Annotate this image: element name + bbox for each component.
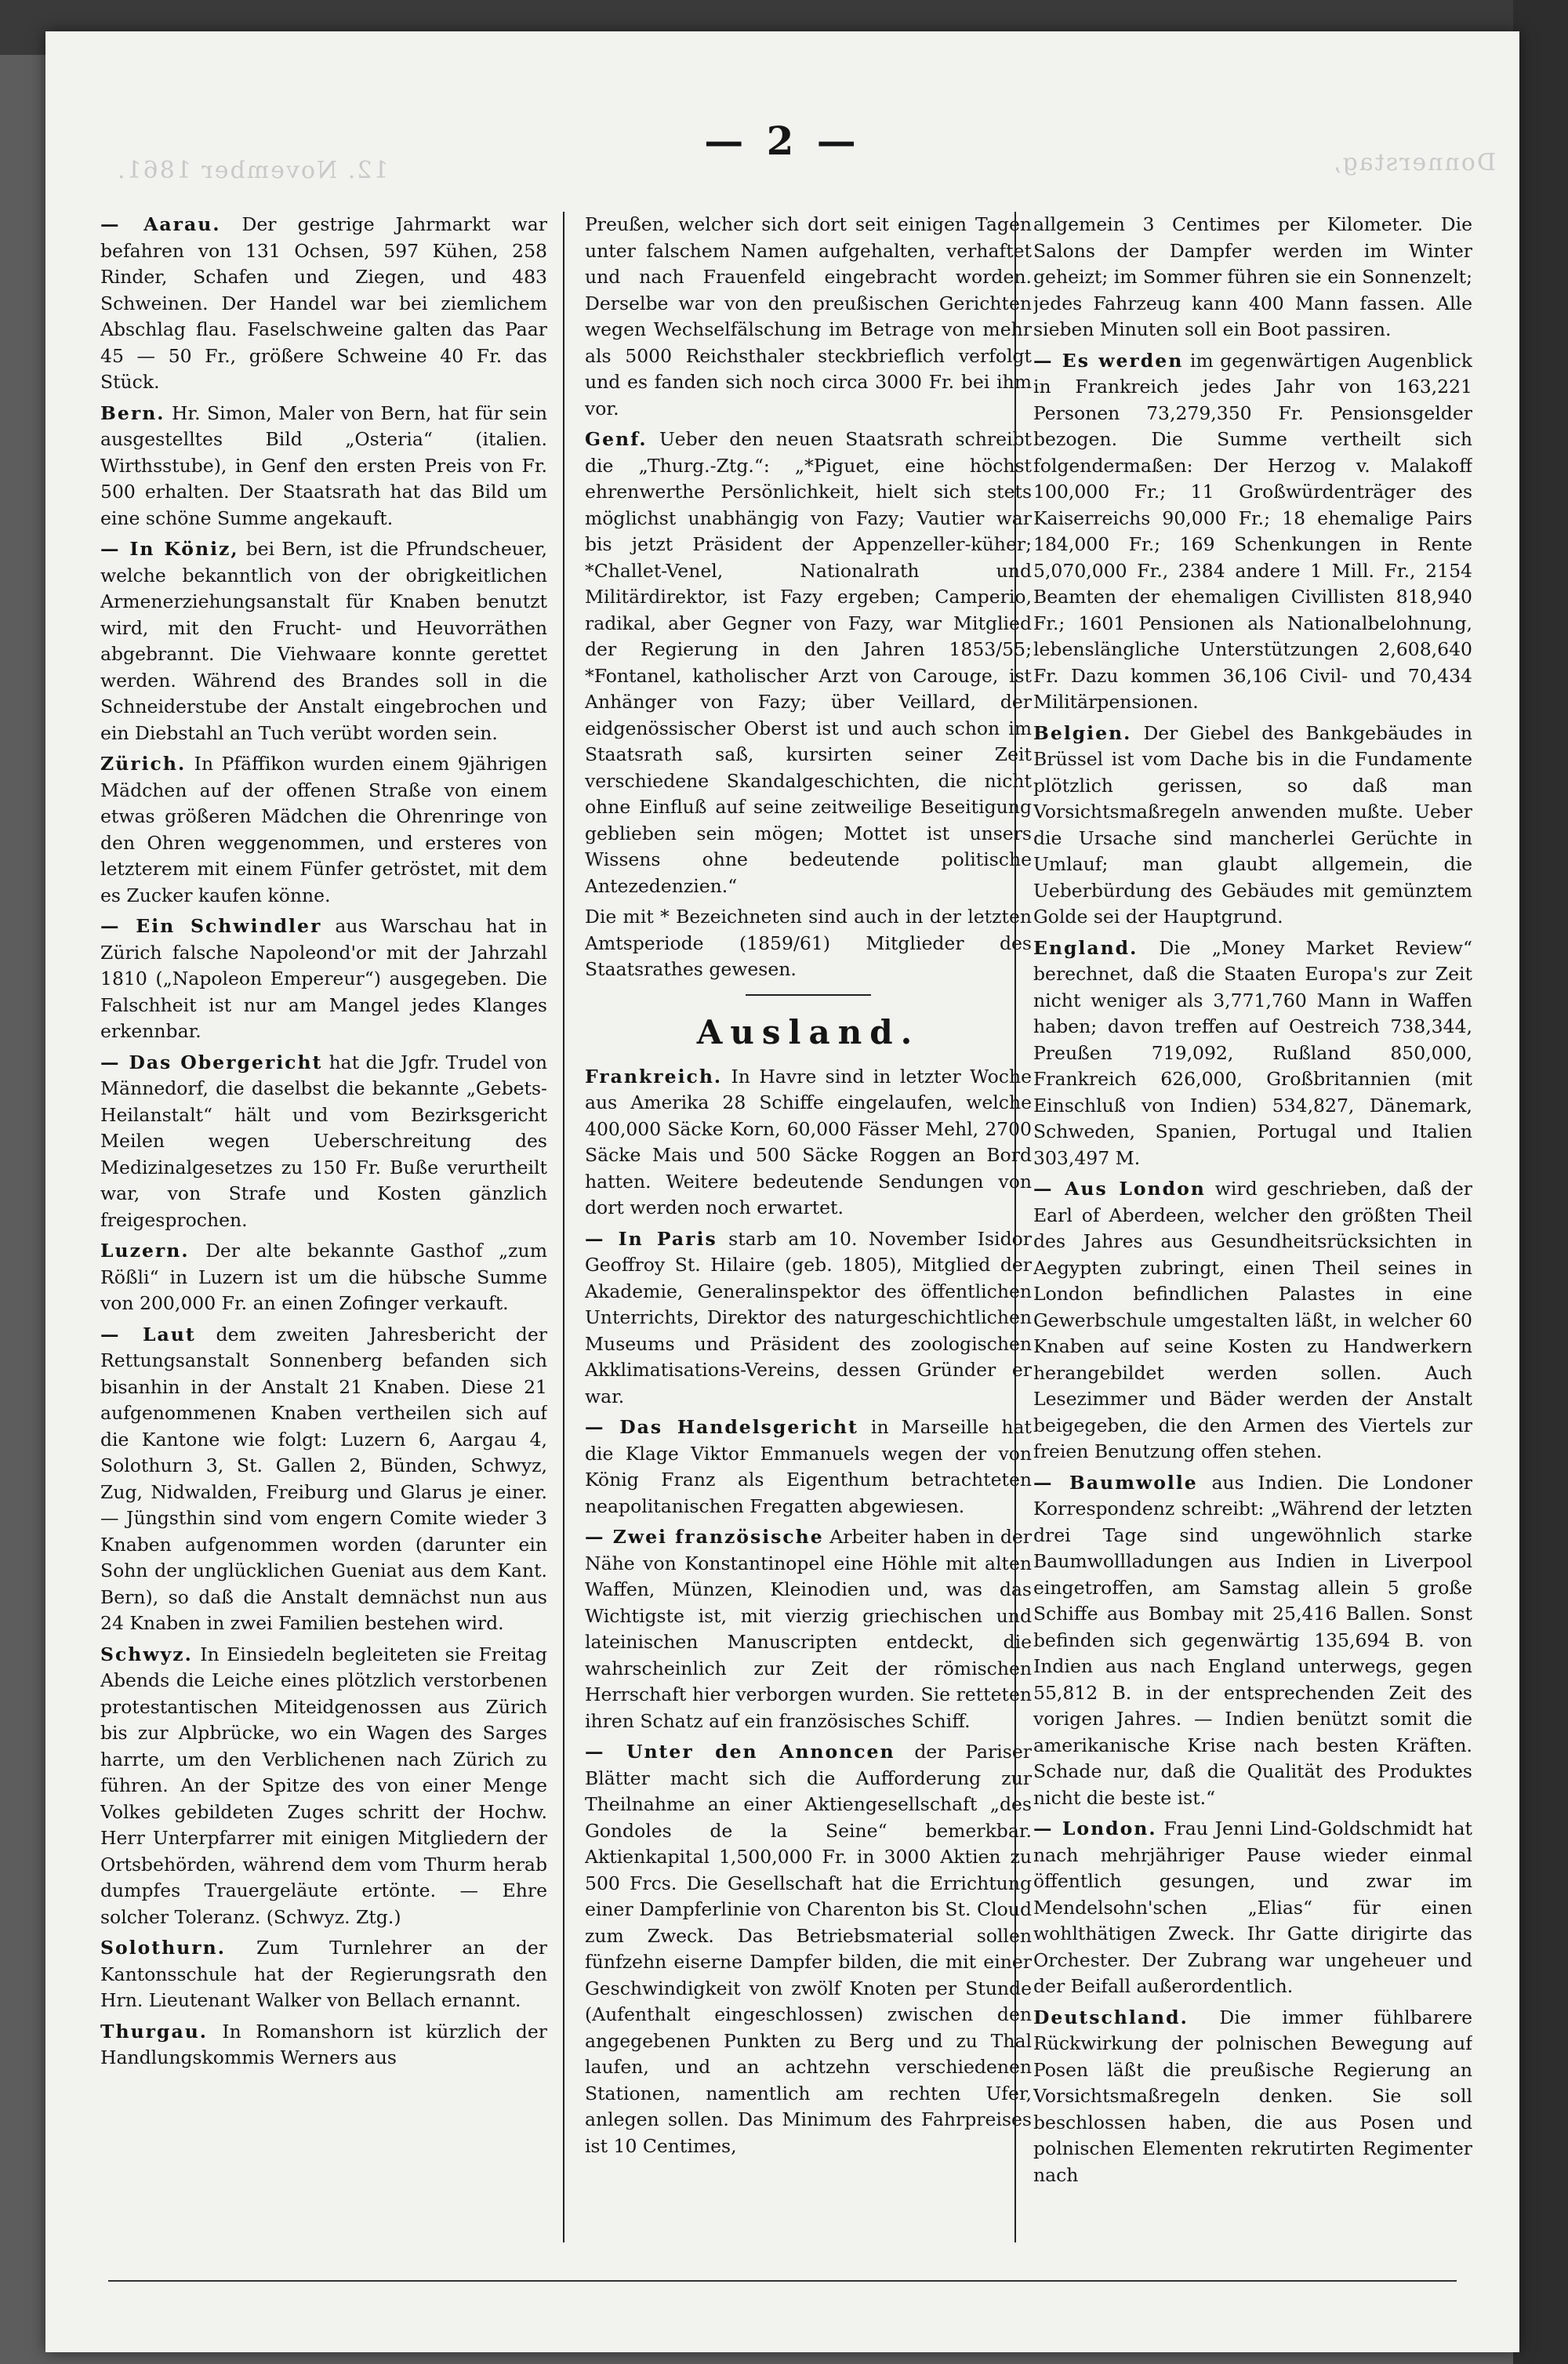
article-lead: Genf.	[585, 428, 648, 450]
article-text: dem zweiten Jahresbericht der Rettungsanstalt Sonnenberg befanden sich bisanhin in der Anstalt 21 Knaben. Diese 21 aufgenommenen Knaben vertheilen sich auf die Kantone wie folgt: Luzern 6, Aargau 4, Solothurn 3, St. Gallen 2, Bünden, Schwyz, Zug, Nidwalden, Freiburg und Glarus je einer. — Jüngsthin sind vom engern Comite wieder 3 Knaben aufgenommen worden (darunter ein Sohn der unglücklichen Gueniat aus dem Kant. Bern), so daß die Anstalt demnächst nun aus 24 Knaben in zwei Familien bestehen wird.	[100, 1323, 547, 1634]
article-paragraph	[585, 1226, 1032, 1411]
article-paragraph	[100, 2019, 547, 2072]
article-text: In Havre sind in letzter Woche aus Amerika 28 Schiffe eingelaufen, welche 400,000 Säcke Korn, 60,000 Fässer Mehl, 2700 Säcke Mais und 500 Säcke Roggen an Bord hatten. Weitere bedeutende Sendungen von dort werden noch erwartet.	[585, 1065, 1032, 1218]
article-lead: Luzern.	[100, 1240, 190, 1262]
article-lead: — Das Obergericht	[100, 1051, 323, 1073]
article-lead: — Zwei französische	[585, 1526, 824, 1548]
article-text: Die mit * Bezeichneten sind auch in der letzten Amtsperiode (1859/61) Mitglieder des Staatsrathes gewesen.	[585, 906, 1032, 980]
article-paragraph	[585, 1064, 1032, 1222]
article-paragraph	[585, 427, 1032, 899]
page-number: — 2 —	[704, 118, 861, 164]
article-text: starb am 10. November Isidor Geoffroy St. Hilaire (geb. 1805), Mitglied der Akademie, Generalinspektor des öffentlichen Unterrichts, Direktor des naturgeschichtlichen Museums und Präsident des zoologischen Akklimatisations-Vereins, dessen Gründer er war.	[585, 1227, 1032, 1407]
article-paragraph	[100, 536, 547, 746]
article-paragraph	[100, 1050, 547, 1234]
article-lead: Schwyz.	[100, 1643, 193, 1665]
article-lead: Solothurn.	[100, 1937, 226, 1959]
article-lead: Thurgau.	[100, 2020, 208, 2043]
article-paragraph	[1033, 1470, 1472, 1812]
article-paragraph	[100, 1238, 547, 1317]
page-bottom-rule	[108, 2280, 1457, 2282]
article-lead: — Das Handelsgericht	[585, 1416, 858, 1438]
bleed-through-text-left: 12. November 1861.	[116, 157, 389, 184]
article-lead: Frankreich.	[585, 1065, 723, 1088]
article-lead: Zürich.	[100, 753, 187, 775]
article-lead: — Unter den Annoncen	[585, 1741, 895, 1763]
article-paragraph	[1033, 1816, 1472, 2000]
column-2	[585, 212, 1032, 2242]
column-2-foreign	[585, 1064, 1032, 2160]
article-paragraph	[100, 913, 547, 1045]
article-paragraph	[585, 904, 1032, 983]
article-lead: — Aus London	[1033, 1178, 1206, 1200]
article-text: in Marseille hat die Klage Viktor Emmanuels wegen der von König Franz als Eigenthum betrachteten neapolitanischen Fregatten abgewiesen.	[585, 1416, 1032, 1517]
column-3	[1033, 212, 1472, 2242]
article-paragraph	[585, 1524, 1032, 1734]
article-lead: — Aarau.	[100, 213, 221, 235]
article-paragraph	[1033, 212, 1472, 343]
article-paragraph	[585, 1739, 1032, 2159]
article-text: Arbeiter haben in der Nähe von Konstantinopel eine Höhle mit alten Waffen, Münzen, Kleinodien und, was das Wichtigste ist, mit vierzig griechischen und lateinischen Manuscripten entdeckt, die wahrscheinlich zur Zeit der römischen Herrschaft hier verborgen wurden. Sie retteten ihren Schatz auf ein französisches Schiff.	[585, 1526, 1032, 1732]
article-text: allgemein 3 Centimes per Kilometer. Die Salons der Dampfer werden im Winter geheizt; im Sommer führen sie ein Sonnenzelt; jedes Fahrzeug kann 400 Mann fassen. Alle sieben Minuten soll ein Boot passiren.	[1033, 213, 1472, 340]
article-paragraph	[100, 212, 547, 396]
article-text: im gegenwärtigen Augenblick in Frankreich jedes Jahr von 163,221 Personen 73,279,350 Fr. Pensionsgelder bezogen. Die Summe vertheilt sich folgendermaßen: Der Herzog v. Malakoff 100,000 Fr.; 11 Großwürdenträger des Kaiserreichs 90,000 Fr.; 18 ehemalige Pairs 184,000 Fr.; 169 Schenkungen in Rente 5,070,000 Fr., 2384 andere 1 Mill. Fr., 2154 Beamten der ehemaligen Civillisten 818,940 Fr.; 1601 Pensionen als Nationalbelohnung, lebenslängliche Unterstützungen 2,608,640 Fr. Dazu kommen 36,106 Civil- und 70,434 Militärpensionen.	[1033, 349, 1472, 713]
section-divider	[746, 994, 871, 996]
article-paragraph	[1033, 1176, 1472, 1465]
column-1	[100, 212, 547, 2242]
article-paragraph	[585, 212, 1032, 422]
article-lead: — Ein Schwindler	[100, 915, 322, 937]
article-text: aus Indien. Die Londoner Korrespondenz schreibt: „Während der letzten drei Tage sind ungewöhnlich starke Baumwollladungen aus Indien in Liverpool eingetroffen, am Samstag allein 5 große Schiffe aus Bombay mit 25,416 Ballen. Sonst befinden sich gegenwärtig 135,694 B. von Indien aus nach England unterwegs, gegen 55,812 B. in der entsprechenden Zeit des vorigen Jahres. — Indien benützt somit die amerikanische Krise nach besten Kräften. Schade nur, daß die Qualität des Produktes nicht die beste ist.“	[1033, 1471, 1472, 1809]
article-paragraph	[585, 1414, 1032, 1520]
article-text: Preußen, welcher sich dort seit einigen Tagen unter falschem Namen aufgehalten, verhaftet und nach Frauenfeld eingebracht worden. Derselbe war von den preußischen Gerichten wegen Wechselfälschung im Betrage von mehr als 5000 Reichsthaler steckbrieflich verfolgt und es fanden sich noch circa 3000 Fr. bei ihm vor.	[585, 213, 1032, 419]
bleed-through-text-right: Donnerstag,	[1332, 149, 1496, 176]
article-paragraph	[100, 1322, 547, 1637]
article-lead: — Laut	[100, 1323, 196, 1345]
article-lead: Belgien.	[1033, 721, 1132, 744]
article-text: wird geschrieben, daß der Earl of Aberdeen, welcher den größten Theil des Jahres aus Gesundheitsrücksichten in Aegypten zubringt, einen Theil seines in London befindlichen Palastes in eine Gewerbschule umgestalten läßt, in welcher 60 Knaben auf seine Kosten zu Handwerkern herangebildet werden sollen. Auch Lesezimmer und Bäder werden der Anstalt beigegeben, die den Armen des Viertels zur freien Benutzung offen stehen.	[1033, 1178, 1472, 1462]
article-text: Der gestrige Jahrmarkt war befahren von 131 Ochsen, 597 Kühen, 258 Rinder, Schafen und Ziegen, und 483 Schweinen. Der Handel war bei ziemlichem Abschlag flau. Faselschweine galten das Paar 45 — 50 Fr., größere Schweine 40 Fr. das Stück.	[100, 213, 547, 393]
article-text: Der alte bekannte Gasthof „zum Rößli“ in Luzern ist um die hübsche Summe von 200,000 Fr. an einen Zofinger verkauft.	[100, 1240, 547, 1314]
article-paragraph	[100, 1642, 547, 1931]
article-paragraph	[100, 401, 547, 532]
article-paragraph	[1033, 2005, 1472, 2189]
article-text: Frau Jenni Lind-Goldschmidt hat nach mehrjähriger Pause wieder einmal öffentlich gesungen, und zwar im Mendelsohn'schen „Elias“ für einen wohlthätigen Zweck. Ihr Gatte dirigirte das Orchester. Der Zubrang war ungeheuer und der Beifall außerordentlich.	[1033, 1817, 1472, 1997]
article-lead: England.	[1033, 936, 1138, 959]
newspaper-page	[45, 31, 1519, 2352]
article-lead: — Es werden	[1033, 349, 1184, 372]
column-rule-1	[563, 212, 564, 2242]
column-2-domestic	[585, 212, 1032, 983]
article-text: der Pariser Blätter macht sich die Aufforderung zur Theilnahme an einer Aktiengesellschaft „des Gondoles de la Seine“ bemerkbar. Aktienkapital 1,500,000 Fr. in 3000 Aktien zu 500 Frcs. Die Gesellschaft hat die Errichtung einer Dampferlinie von Charenton bis St. Cloud zum Zweck. Das Betriebsmaterial sollen fünfzehn eiserne Dampfer bilden, die mit einer Geschwindigkeit von zwölf Knoten per Stunde (Aufenthalt eingeschlossen) zwischen den angegebenen Punkten zu Berg und zu Thal laufen, und an achtzehn verschiedenen Stationen, namentlich am rechten Ufer, anlegen sollen. Das Minimum des Fahrpreises ist 10 Centimes,	[585, 1741, 1032, 2157]
article-text: Die immer fühlbarere Rückwirkung der polnischen Bewegung auf Posen läßt die preußische Regierung an Vorsichtsmaßregeln denken. Sie soll beschlossen haben, die aus Posen und polnischen Elementen rekrutirten Regimenter nach	[1033, 2006, 1472, 2186]
article-text: Der Giebel des Bankgebäudes in Brüssel ist vom Dache bis in die Fundamente plötzlich gerissen, so daß man Vorsichtsmaßregeln anwenden mußte. Ueber die Ursache sind mancherlei Gerüchte in Umlauf; man glaubt allgemein, die Ueberbürdung des Gebäudes mit gemünztem Golde sei der Hauptgrund.	[1033, 721, 1472, 928]
article-text: Die „Money Market Review“ berechnet, daß die Staaten Europa's zur Zeit nicht weniger als 3,771,760 Mann in Waffen haben; davon treffen auf Oestreich 738,344, Preußen 719,092, Rußland 850,000, Frankreich 626,000, Großbritannien (mit Einschluß von Indien) 534,827, Dänemark, Schweden, Spanien, Portugal und Italien 303,497 M.	[1033, 936, 1472, 1169]
article-text: Hr. Simon, Maler von Bern, hat für sein ausgestelltes Bild „Osteria“ (italien. Wirthsstube), in Genf den ersten Preis von Fr. 500 erhalten. Der Staatsrath hat das Bild um eine schöne Summe angekauft.	[100, 401, 547, 529]
article-paragraph	[1033, 348, 1472, 716]
section-heading-ausland: Ausland.	[696, 1012, 920, 1051]
article-lead: — In Paris	[585, 1227, 717, 1250]
article-text: In Einsiedeln begleiteten sie Freitag Abends die Leiche eines plötzlich verstorbenen protestantischen Miteidgenossen aus Zürich bis zur Alpbrücke, wo ein Wagen des Sarges harrte, um den Verblichenen nach Zürich zu führen. An der Spitze des von einer Menge Volkes gebildeten Zuges schritt der Hochw. Herr Unterpfarrer mit einigen Mitgliedern der Ortsbehörden, während dem vom Thurm herab dumpfes Trauergeläute ertönte. — Ehre solcher Toleranz. (Schwyz. Ztg.)	[100, 1643, 547, 1928]
article-lead: — In Köniz,	[100, 538, 239, 560]
article-text: bei Bern, ist die Pfrundscheuer, welche bekanntlich von der obrigkeitlichen Armenerziehungsanstalt für Knaben benutzt wird, mit den Frucht- und Heuvorräthen abgebrannt. Die Viehwaare konnte gerettet werden. Während des Brandes soll in die Schneiderstube der Anstalt eingebrochen und ein Diebstahl an Tuch verübt worden sein.	[100, 538, 547, 744]
article-lead: Deutschland.	[1033, 2006, 1189, 2028]
scan-right-edge	[1513, 0, 1568, 2364]
article-text: hat die Jgfr. Trudel von Männedorf, die daselbst die bekannte „Gebets-Heilanstalt“ hält und vom Bezirksgericht Meilen wegen Ueberschreitung des Medizinalgesetzes zu 150 Fr. Buße verurtheilt war, von Strafe und Kosten gänzlich freigesprochen.	[100, 1051, 547, 1231]
article-text: In Pfäffikon wurden einem 9jährigen Mädchen auf der offenen Straße von einem etwas größeren Mädchen die Ohrenringe von den Ohren weggenommen, und ersteres von letzterem mit einem Fünfer getröstet, mit dem es Zucker kaufen könne.	[100, 753, 547, 906]
article-text: aus Warschau hat in Zürich falsche Napoleond'or mit der Jahrzahl 1810 („Napoleon Empereur“) ausgegeben. Die Falschheit ist nur am Mangel jedes Klanges erkennbar.	[100, 915, 547, 1042]
article-lead: — Baumwolle	[1033, 1471, 1198, 1494]
article-text: Ueber den neuen Staatsrath schreibt die „Thurg.-Ztg.“: „*Piguet, eine höchst ehrenwerthe Persönlichkeit, hielt sich stets möglichst unabhängig von Fazy; Vautier war bis jetzt Präsident der Appenzeller-küher; *Challet-Venel, Nationalrath und Militärdirektor, ist Fazy ergeben; Camperio, radikal, aber Gegner von Fazy, war Mitglied der Regierung in den Jahren 1853/55; *Fontanel, katholischer Arzt von Carouge, ist Anhänger von Fazy; über Veillard, der eidgenössischer Oberst ist und auch schon im Staatsrath saß, kursirten seiner Zeit verschiedene Skandalgeschichten, die nicht ohne Einfluß auf seine zeitweilige Beseitigung geblieben sein mögen; Mottet ist unsers Wissens ohne bedeutende politische Antezedenzien.“	[585, 428, 1032, 897]
article-lead: — London.	[1033, 1817, 1157, 1839]
article-text: Zum Turnlehrer an der Kantonsschule hat der Regierungsrath den Hrn. Lieutenant Walker von Bellach ernannt.	[100, 1937, 547, 2011]
article-text: In Romanshorn ist kürzlich der Handlungskommis Werners aus	[100, 2020, 547, 2068]
article-paragraph	[100, 1935, 547, 2014]
article-lead: Bern.	[100, 401, 165, 424]
article-paragraph	[1033, 721, 1472, 931]
article-paragraph	[1033, 935, 1472, 1172]
article-paragraph	[100, 751, 547, 909]
